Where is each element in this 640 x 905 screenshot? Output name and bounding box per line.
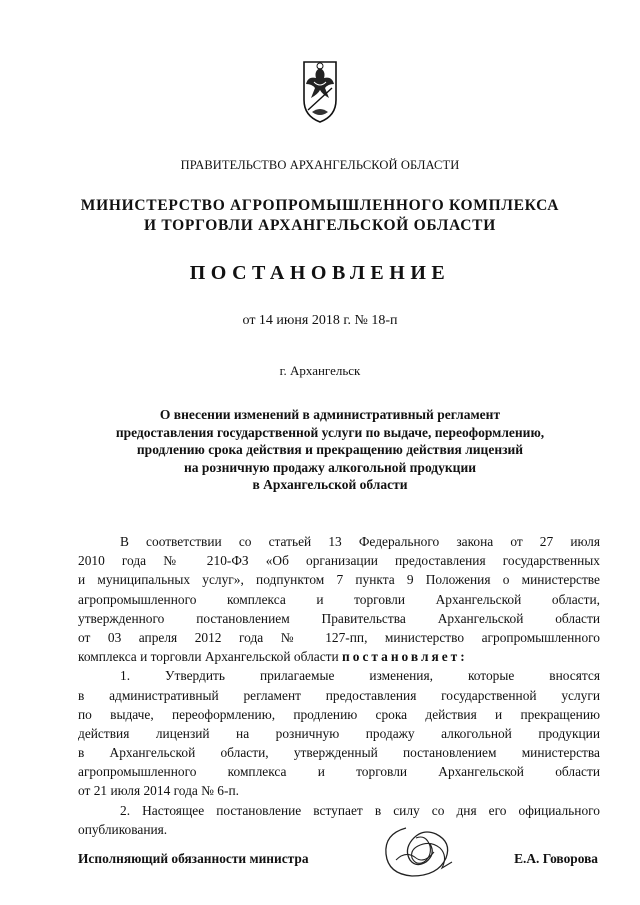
body-line: в Архангельской области, утвержденный постановлением министерства: [78, 745, 600, 761]
body-line: В соответствии со статьей 13 Федерального закона от 27 июля: [120, 534, 600, 549]
decree-word: постановляет:: [342, 649, 468, 665]
body-line: и муниципальных услуг», подпунктом 7 пункта 9 Положения о министерстве: [78, 572, 600, 588]
body-line: [78, 647, 600, 666]
body-line: агропромышленного комплекса и торговли Архангельской области,: [78, 591, 600, 607]
document-city: г. Архангельск: [279, 363, 361, 378]
subject-line: в Архангельской области: [252, 477, 408, 492]
body-line: 1. Утвердить прилагаемые изменения, которые вносятся: [120, 668, 600, 684]
document-body: [78, 532, 600, 839]
ministry-name-line1: МИНИСТЕРСТВО АГРОПРОМЫШЛЕННОГО КОМПЛЕКСА: [80, 197, 560, 214]
body-line: 2010 года № 210-ФЗ «Об организации предоставления государственных: [78, 553, 600, 569]
signatory-name: Е.А. Говорова: [514, 851, 598, 866]
subject-line: на розничную продажу алкогольной продукции: [183, 459, 476, 475]
body-line: опубликования.: [78, 821, 168, 837]
body-line: агропромышленного комплекса и торговли Архангельской области: [78, 764, 600, 780]
body-line-text: комплекса и торговли Архангельской области: [78, 649, 339, 665]
body-line: в административный регламент предоставления государственной услуги: [78, 687, 600, 703]
body-line: по выдаче, переоформлению, продлению срока действия и прекращению: [78, 706, 600, 722]
ministry-name-line2: И ТОРГОВЛИ АРХАНГЕЛЬСКОЙ ОБЛАСТИ: [144, 217, 496, 234]
subject-line: продлению срока действия и прекращению действия лицензий: [136, 442, 524, 457]
handwritten-signature-icon: [376, 820, 466, 882]
subject-line: предоставления государственной услуги по выдаче, переоформлению,: [115, 424, 545, 440]
subject-line: О внесении изменений в административный регламент: [159, 407, 501, 422]
document-type-title: ПОСТАНОВЛЕНИЕ: [189, 262, 451, 284]
document-subject: [60, 406, 600, 494]
body-line: утвержденного постановлением Правительства Архангельской области: [78, 610, 600, 626]
document-date-number: от 14 июня 2018 г. № 18-п: [242, 313, 398, 328]
government-name: ПРАВИТЕЛЬСТВО АРХАНГЕЛЬСКОЙ ОБЛАСТИ: [180, 158, 460, 172]
signatory-role: Исполняющий обязанности министра: [78, 851, 309, 866]
body-line: действия лицензий на розничную продажу алкогольной продукции: [78, 725, 600, 741]
body-line: от 21 июля 2014 года № 6-п.: [78, 783, 239, 799]
coat-of-arms-icon: [296, 56, 344, 126]
body-line: 2. Настоящее постановление вступает в силу со дня его официального: [120, 802, 600, 818]
body-line: от 03 апреля 2012 года № 127-пп, министерство агропромышленного: [78, 629, 600, 645]
